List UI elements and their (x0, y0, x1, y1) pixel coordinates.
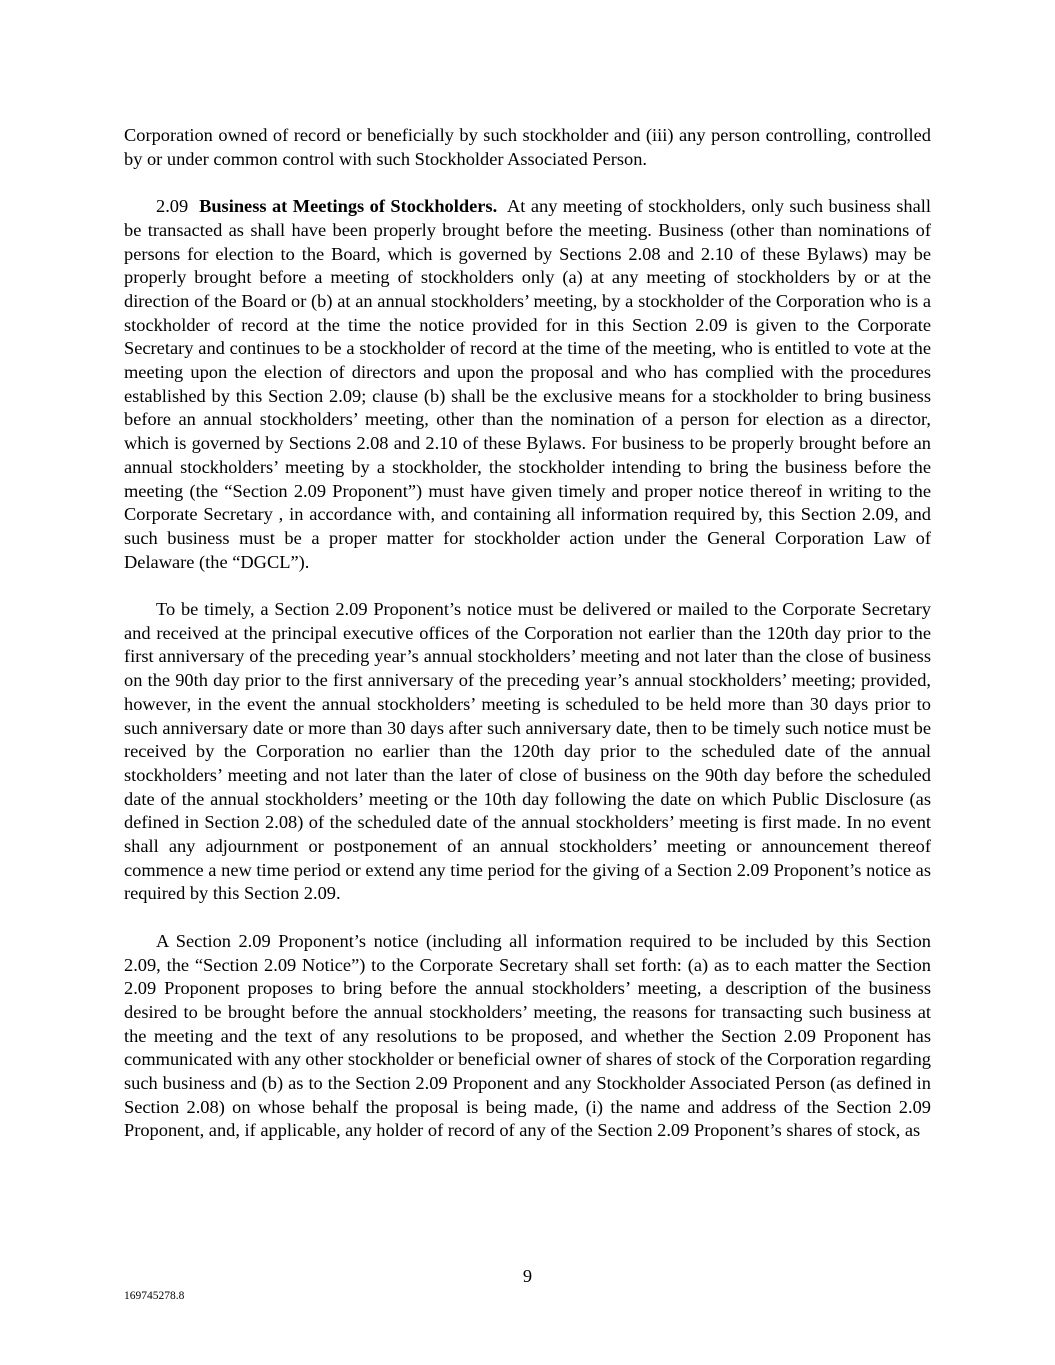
continuation-paragraph: Corporation owned of record or beneficially by such stockholder and (iii) any person controlling, controlled by or under common control with such Stockholder Associated Person. (124, 125, 931, 169)
document-body (124, 124, 931, 1167)
section-first-paragraph-text: At any meeting of stockholders, only such business shall be transacted as shall have been properly brought before the meeting. Business (other than nominations of persons for election to the Board, which is governed by Sections 2.08 and 2.10 of these Bylaws) may be properly brought before a meeting of stockholders only (a) at any meeting of stockholders by or at the direction of the Board or (b) at an annual stockholders’ meeting, by a stockholder of the Corporation who is a stockholder of record at the time the notice provided for in this Section 2.09 is given to the Corporate Secretary and continues to be a stockholder of record at the time of the meeting, who is entitled to vote at the meeting upon the election of directors and upon the proposal and who has complied with the procedures established by this Section 2.09; clause (b) shall be the exclusive means for a stockholder to bring business before an annual stockholders’ meeting, other than the nomination of a person for election as a director, which is governed by Sections 2.08 and 2.10 of these Bylaws. For business to be properly brought before an annual stockholders’ meeting by a stockholder, the stockholder intending to bring the business before the meeting (the “Section 2.09 Proponent”) must have given timely and proper notice thereof in writing to the Corporate Secretary , in accordance with, and containing all information required by, this Section 2.09, and such business must be a proper matter for stockholder action under the General Corporation Law of Delaware (the “DGCL”). (124, 196, 932, 572)
section-2-09-paragraph (124, 195, 931, 574)
page-number: 9 (522, 1266, 533, 1286)
document-id: 169745278.8 (124, 1290, 185, 1302)
notice-contents-paragraph: A Section 2.09 Proponent’s notice (including all information required to be included by this Section 2.09, the “Section 2.09 Notice”) to the Corporate Secretary shall set forth: (a) as to each matter the Section 2.09 Proponent proposes to bring before the annual stockholders’ meeting, a description of the business desired to be brought before the annual stockholders’ meeting, the reasons for transacting such business at the meeting and the text of any resolutions to be proposed, and whether the Section 2.09 Proponent has communicated with any other stockholder or beneficial owner of shares of stock of the Corporation regarding such business and (b) as to the Section 2.09 Proponent and any Stockholder Associated Person (as defined in Section 2.08) on whose behalf the proposal is being made, (i) the name and address of the Section 2.09 Proponent, and, if applicable, any holder of record of any of the Section 2.09 Proponent’s shares of stock, as (124, 930, 931, 1141)
section-heading: Business at Meetings of Stockholders. (199, 196, 498, 217)
section-number: 2.09 (156, 196, 189, 217)
timeliness-paragraph: To be timely, a Section 2.09 Proponent’s notice must be delivered or mailed to the Corporate Secretary and received at the principal executive offices of the Corporation not earlier than the 120th day prior to the first anniversary of the preceding year’s annual stockholders’ meeting and not later than the close of business on the 90th day prior to the first anniversary of the preceding year’s annual stockholders’ meeting; provided, however, in the event the annual stockholders’ meeting is scheduled to be held more than 30 days prior to such anniversary date or more than 30 days after such anniversary date, then to be timely such notice must be received by the Corporation no earlier than the 120th day prior to the scheduled date of the annual stockholders’ meeting and not later than the later of close of business on the 90th day before the scheduled date of the annual stockholders’ meeting or the 10th day following the date on which Public Disclosure (as defined in Section 2.08) of the scheduled date of the annual stockholders’ meeting is first made. In no event shall any adjournment or postponement of an annual stockholders’ meeting or announcement thereof commence a new time period or extend any time period for the giving of a Section 2.09 Proponent’s notice as required by this Section 2.09. (124, 599, 931, 904)
